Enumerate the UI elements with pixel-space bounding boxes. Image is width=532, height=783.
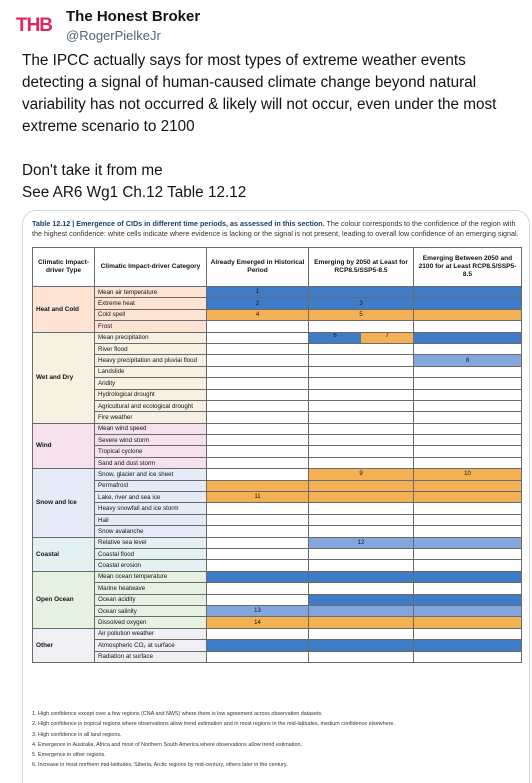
table-row xyxy=(33,378,522,389)
table-row xyxy=(33,651,522,662)
e2050-cell xyxy=(309,628,414,639)
driver-category-cell: Heavy snowfall and ice storm xyxy=(95,503,207,514)
e2100-cell xyxy=(414,400,522,411)
driver-category-cell: Ocean salinity xyxy=(95,605,207,616)
e2100-cell xyxy=(414,389,522,400)
table-row xyxy=(33,469,522,480)
table-row xyxy=(33,628,522,639)
e2100-cell xyxy=(414,503,522,514)
hist-cell xyxy=(207,469,309,480)
e2050-cell xyxy=(309,400,414,411)
e2100-cell xyxy=(414,423,522,434)
driver-category-cell: Mean wind speed xyxy=(95,423,207,434)
e2100-cell xyxy=(414,298,522,309)
table-row xyxy=(33,526,522,537)
hist-cell xyxy=(207,514,309,525)
hist-cell: 13 xyxy=(207,605,309,616)
header-category: Climatic Impact-driver Category xyxy=(95,248,207,287)
driver-category-cell: Permafrost xyxy=(95,480,207,491)
table-row xyxy=(33,423,522,434)
e2050-cell xyxy=(309,389,414,400)
tweet-header xyxy=(14,6,514,46)
e2050-cell xyxy=(309,605,414,616)
e2050b-cell: 7 xyxy=(361,333,413,343)
e2050-cell xyxy=(309,412,414,423)
hist-cell xyxy=(207,457,309,468)
hist-cell xyxy=(207,366,309,377)
e2100-cell xyxy=(414,560,522,571)
driver-category-cell: Hydrological drought xyxy=(95,389,207,400)
hist-cell xyxy=(207,526,309,537)
table-row xyxy=(33,617,522,628)
e2100-cell xyxy=(414,537,522,548)
e2100-cell xyxy=(414,651,522,662)
emergence-table xyxy=(32,247,522,663)
e2050-cell xyxy=(309,287,414,298)
driver-category-cell: Aridity xyxy=(95,378,207,389)
e2050-cell xyxy=(309,366,414,377)
footnote-item: 6. Increase in most northern mid-latitudes, Siberia, Arctic regions by mid-century, others later in the century. xyxy=(32,762,288,769)
table-row xyxy=(33,480,522,491)
hist-cell: 4 xyxy=(207,309,309,320)
table-header-row xyxy=(33,248,522,287)
table-row xyxy=(33,548,522,559)
e2100-cell xyxy=(414,480,522,491)
table-row xyxy=(33,435,522,446)
e2100-cell xyxy=(414,321,522,332)
e2100-cell xyxy=(414,287,522,298)
hist-cell xyxy=(207,480,309,491)
e2050-cell xyxy=(309,571,414,582)
figure-caption-label: Table 12.12 | Emergence of CIDs in different time periods, as assessed in this section. xyxy=(32,219,325,228)
e2050-cell xyxy=(309,480,414,491)
table-row xyxy=(33,640,522,651)
e2050-cell xyxy=(309,321,414,332)
e2100-cell xyxy=(414,617,522,628)
table-row xyxy=(33,571,522,582)
hist-cell xyxy=(207,560,309,571)
driver-type-cell: Coastal xyxy=(33,537,95,571)
e2050-cell xyxy=(309,526,414,537)
driver-category-cell: Sand and dust storm xyxy=(95,457,207,468)
e2050-cell xyxy=(309,378,414,389)
table-row xyxy=(33,355,522,366)
driver-category-cell: Marine heatwave xyxy=(95,583,207,594)
driver-category-cell: Ocean acidity xyxy=(95,594,207,605)
e2050-cell xyxy=(309,594,414,605)
driver-category-cell: Mean ocean temperature xyxy=(95,571,207,582)
hist-cell xyxy=(207,321,309,332)
e2100-cell xyxy=(414,514,522,525)
driver-type-cell: Open Ocean xyxy=(33,571,95,628)
e2050-cell xyxy=(309,514,414,525)
hist-cell xyxy=(207,651,309,662)
e2050-cell xyxy=(309,503,414,514)
e2050-cell xyxy=(309,446,414,457)
e2050-cell xyxy=(309,435,414,446)
e2050-cell: 5 xyxy=(309,309,414,320)
e2050-cell xyxy=(309,548,414,559)
e2050-cell xyxy=(309,617,414,628)
e2100-cell: 10 xyxy=(414,469,522,480)
driver-category-cell: Landslide xyxy=(95,366,207,377)
hist-cell xyxy=(207,343,309,354)
driver-category-cell: Fire weather xyxy=(95,412,207,423)
driver-category-cell: Severe wind storm xyxy=(95,435,207,446)
driver-type-cell: Other xyxy=(33,628,95,662)
hist-cell xyxy=(207,583,309,594)
hist-cell xyxy=(207,435,309,446)
footnote-item: 2. High confidence in tropical regions where observations allow trend estimation and in most regions in the mid-latitudes, medium confidence elsewhere. xyxy=(32,721,395,728)
e2050-cell xyxy=(309,355,414,366)
e2050-cell xyxy=(309,343,414,354)
e2050-cell: 3 xyxy=(309,298,414,309)
hist-cell xyxy=(207,537,309,548)
hist-cell: 11 xyxy=(207,492,309,503)
e2050-cell: 12 xyxy=(309,537,414,548)
hist-cell: 2 xyxy=(207,298,309,309)
e2050-split-cell xyxy=(309,332,414,343)
driver-category-cell: Agricultural and ecological drought xyxy=(95,400,207,411)
e2050-cell xyxy=(309,651,414,662)
table-row xyxy=(33,583,522,594)
e2100-cell xyxy=(414,605,522,616)
hist-cell xyxy=(207,378,309,389)
e2100-cell xyxy=(414,332,522,343)
driver-category-cell: Radiation at surface xyxy=(95,651,207,662)
table-row xyxy=(33,503,522,514)
driver-category-cell: Extreme heat xyxy=(95,298,207,309)
e2050-cell xyxy=(309,560,414,571)
account-avatar[interactable] xyxy=(14,6,54,46)
table-row xyxy=(33,457,522,468)
hist-cell xyxy=(207,400,309,411)
hist-cell xyxy=(207,412,309,423)
hist-cell xyxy=(207,389,309,400)
table-row xyxy=(33,309,522,320)
driver-category-cell: Cold spell xyxy=(95,309,207,320)
table-footnotes xyxy=(32,709,522,771)
e2100-cell xyxy=(414,492,522,503)
driver-category-cell: Atmospheric CO₂ at surface xyxy=(95,640,207,651)
driver-category-cell: River flood xyxy=(95,343,207,354)
e2100-cell xyxy=(414,594,522,605)
table-row xyxy=(33,605,522,616)
avatar-logo-text: THB xyxy=(15,15,53,36)
hist-cell xyxy=(207,446,309,457)
hist-cell: 1 xyxy=(207,287,309,298)
table-row xyxy=(33,366,522,377)
tweet-text: The IPCC actually says for most types of extreme weather events detecting a signal of human-caused climate change beyond natural variability has not occurred & likely will not occur, even under the most extreme scenario to 2100 Don't take it from me See AR6 Wg1 Ch.12 Table 12.12 xyxy=(22,52,497,201)
hist-cell xyxy=(207,640,309,651)
table-row xyxy=(33,594,522,605)
table-row xyxy=(33,412,522,423)
e2100-cell xyxy=(414,526,522,537)
hist-cell xyxy=(207,355,309,366)
table-row xyxy=(33,446,522,457)
figure-caption xyxy=(32,219,520,238)
driver-category-cell: Frost xyxy=(95,321,207,332)
driver-category-cell: Snow avalanche xyxy=(95,526,207,537)
e2050-cell xyxy=(309,492,414,503)
hist-cell xyxy=(207,423,309,434)
header-2050: Emerging by 2050 at Least for RCP8.5/SSP5-8.5 xyxy=(309,248,414,287)
figure-caption-text: The colour corresponds to the confidence of the region with the highest confidence: white cells indicate where evidence is lacking or the signal is not present, leading to overall low confidence of an emerging signal. xyxy=(32,219,519,238)
e2100-cell xyxy=(414,628,522,639)
header-type: Climatic Impact-driver Type xyxy=(33,248,95,287)
footnote-item: 3. High confidence in all land regions. xyxy=(32,731,122,738)
e2100-cell xyxy=(414,309,522,320)
driver-type-cell: Snow and Ice xyxy=(33,469,95,537)
header-historical: Already Emerged in Historical Period xyxy=(207,248,309,287)
account-handle[interactable]: @RogerPielkeJr xyxy=(66,28,161,43)
footnote-item: 5. Emergence in other regions. xyxy=(32,752,106,759)
e2050-cell xyxy=(309,640,414,651)
table-row xyxy=(33,514,522,525)
table-row xyxy=(33,298,522,309)
hist-cell xyxy=(207,503,309,514)
table-row xyxy=(33,492,522,503)
driver-type-cell: Wind xyxy=(33,423,95,469)
e2100-cell xyxy=(414,583,522,594)
e2050-cell xyxy=(309,423,414,434)
table-row xyxy=(33,321,522,332)
driver-category-cell: Mean precipitation xyxy=(95,332,207,343)
driver-category-cell: Coastal erosion xyxy=(95,560,207,571)
tweet-media-image[interactable] xyxy=(22,210,530,783)
e2050-cell xyxy=(309,457,414,468)
hist-cell: 14 xyxy=(207,617,309,628)
driver-category-cell: Relative sea level xyxy=(95,537,207,548)
e2050-cell: 9 xyxy=(309,469,414,480)
e2100-cell xyxy=(414,366,522,377)
table-row xyxy=(33,332,522,343)
hist-cell xyxy=(207,548,309,559)
e2100-cell: 8 xyxy=(414,355,522,366)
table-row xyxy=(33,287,522,298)
driver-category-cell: Air pollution weather xyxy=(95,628,207,639)
driver-category-cell: Dissolved oxygen xyxy=(95,617,207,628)
table-row xyxy=(33,343,522,354)
e2100-cell xyxy=(414,571,522,582)
e2100-cell xyxy=(414,412,522,423)
e2100-cell xyxy=(414,640,522,651)
table-row xyxy=(33,537,522,548)
hist-cell xyxy=(207,628,309,639)
driver-type-cell: Wet and Dry xyxy=(33,332,95,423)
e2100-cell xyxy=(414,378,522,389)
e2050-cell: 6 xyxy=(309,333,361,343)
driver-category-cell: Lake, river and sea ice xyxy=(95,492,207,503)
driver-category-cell: Heavy precipitation and pluvial flood xyxy=(95,355,207,366)
table-row xyxy=(33,400,522,411)
footnote-item: 1. High confidence except over a few regions (CNA and NWS) where there is low agreement across observation datasets. xyxy=(32,711,323,717)
e2050-cell xyxy=(309,583,414,594)
e2100-cell xyxy=(414,548,522,559)
e2100-cell xyxy=(414,435,522,446)
header-2100: Emerging Between 2050 and 2100 for at Least RCP8.5/SSP5-8.5 xyxy=(414,248,522,287)
footnote-item: 4. Emergence in Australia, Africa and most of Northern South America where observations allow trend estimation. xyxy=(32,741,302,748)
e2100-cell xyxy=(414,343,522,354)
driver-category-cell: Mean air temperature xyxy=(95,287,207,298)
driver-category-cell: Snow, glacier and ice sheet xyxy=(95,469,207,480)
driver-category-cell: Tropical cyclone xyxy=(95,446,207,457)
table-row xyxy=(33,389,522,400)
table-row xyxy=(33,560,522,571)
account-name[interactable]: The Honest Broker xyxy=(66,8,201,25)
driver-category-cell: Hail xyxy=(95,514,207,525)
e2100-cell xyxy=(414,446,522,457)
hist-cell xyxy=(207,332,309,343)
e2100-cell xyxy=(414,457,522,468)
hist-cell xyxy=(207,594,309,605)
driver-type-cell: Heat and Cold xyxy=(33,287,95,333)
driver-category-cell: Coastal flood xyxy=(95,548,207,559)
hist-cell xyxy=(207,571,309,582)
